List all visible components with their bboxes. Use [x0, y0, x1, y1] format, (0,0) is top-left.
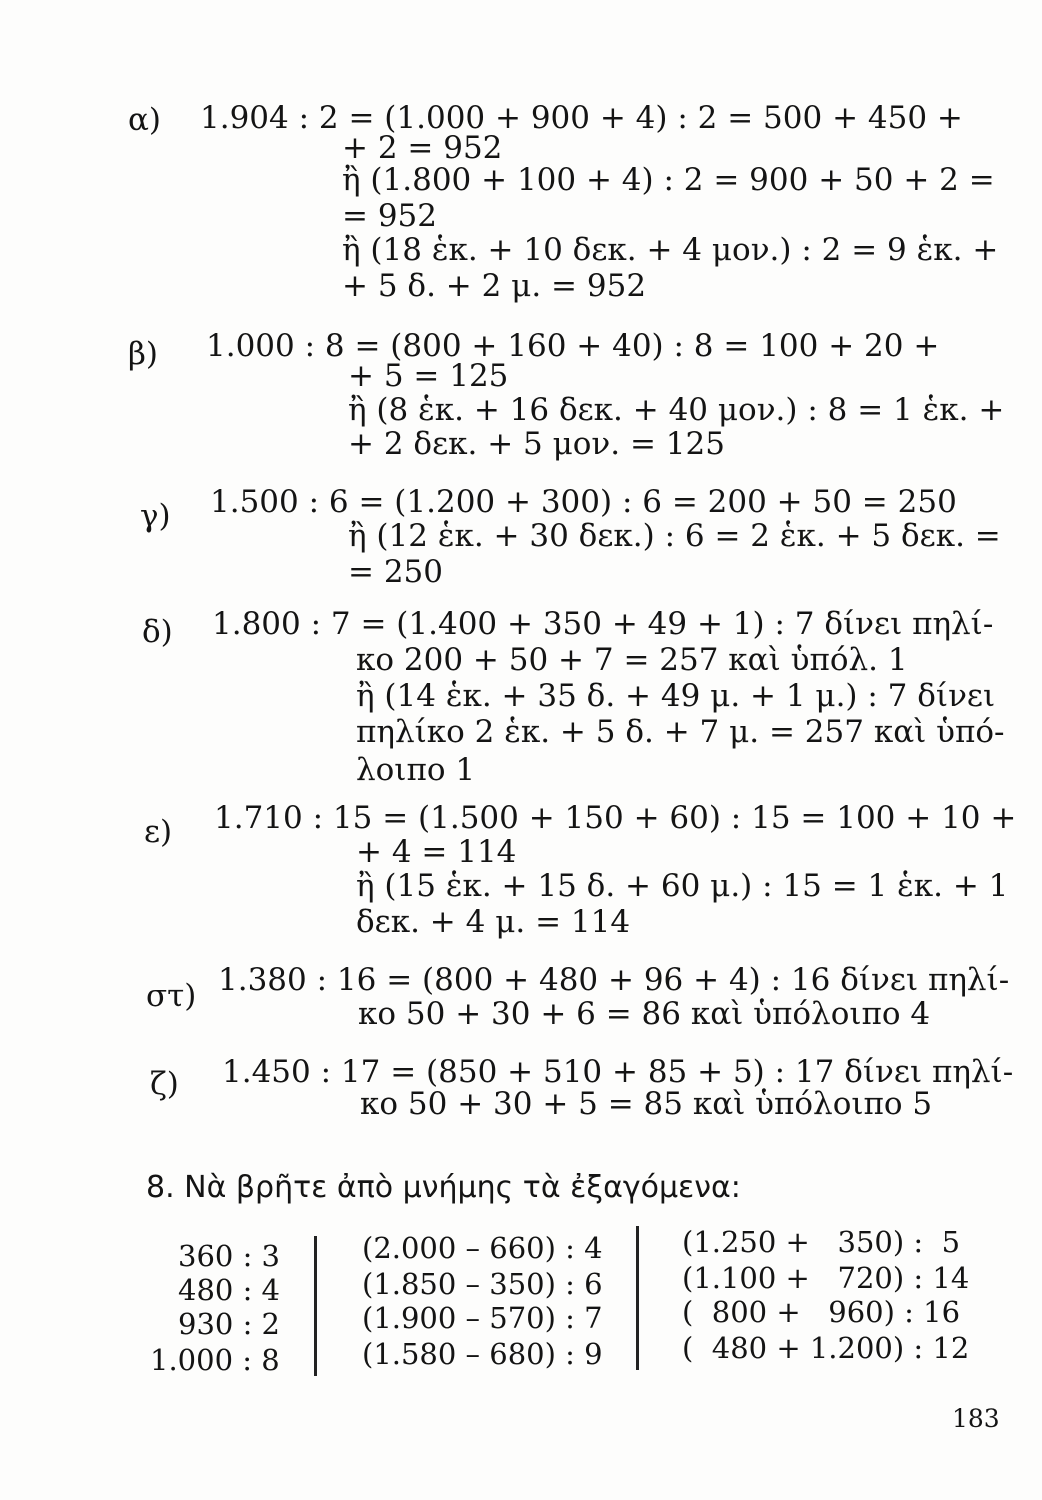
- problem-line: 1.710 : 15 = (1.500 + 150 + 60) : 15 = 100 + 10 +: [214, 800, 1017, 836]
- exercise-item: (1.850 – 350) : 6: [362, 1267, 603, 1301]
- problem-line: + 5 δ. + 2 μ. = 952: [342, 268, 647, 304]
- exercise-item: 360 : 3: [178, 1239, 281, 1273]
- exercise-heading: 8. Νὰ βρῆτε ἀπὸ μνήμης τὰ ἐξαγόμενα:: [146, 1170, 741, 1205]
- problem-line: 1.380 : 16 = (800 + 480 + 96 + 4) : 16 δίνει πηλί-: [218, 962, 1010, 998]
- problem-line: ἢ (1.800 + 100 + 4) : 2 = 900 + 50 + 2 =: [342, 162, 995, 198]
- problem-line: 1.800 : 7 = (1.400 + 350 + 49 + 1) : 7 δίνει πηλί-: [212, 606, 994, 642]
- problem-label: ε): [144, 814, 173, 850]
- problem-line: δεκ. + 4 μ. = 114: [356, 904, 631, 940]
- problem-line: λοιπο 1: [356, 752, 476, 788]
- exercise-item: 480 : 4: [178, 1273, 281, 1307]
- exercise-item: (1.100 + 720) : 14: [682, 1261, 970, 1295]
- column-divider: [636, 1226, 639, 1370]
- problem-line: κο 50 + 30 + 6 = 86 καὶ ὑπόλοιπο 4: [358, 996, 931, 1032]
- exercise-item: 930 : 2: [178, 1307, 281, 1341]
- problem-label: στ): [146, 978, 197, 1014]
- problem-line: ἢ (15 ἑκ. + 15 δ. + 60 μ.) : 15 = 1 ἑκ. + 1: [356, 868, 1009, 904]
- problem-line: = 250: [348, 554, 443, 590]
- problem-line: ἢ (12 ἑκ. + 30 δεκ.) : 6 = 2 ἑκ. + 5 δεκ. =: [348, 518, 1001, 554]
- problem-line: 1.450 : 17 = (850 + 510 + 85 + 5) : 17 δίνει πηλί-: [222, 1054, 1014, 1090]
- problem-line: 1.000 : 8 = (800 + 160 + 40) : 8 = 100 + 20 +: [206, 328, 940, 364]
- problem-line: κο 200 + 50 + 7 = 257 καὶ ὑπόλ. 1: [356, 642, 908, 678]
- problem-line: ἢ (8 ἑκ. + 16 δεκ. + 40 μον.) : 8 = 1 ἑκ. +: [348, 392, 1005, 428]
- problem-label: δ): [142, 614, 173, 650]
- exercise-item: ( 800 + 960) : 16: [682, 1295, 961, 1329]
- problem-label: α): [128, 102, 162, 138]
- problem-line: + 5 = 125: [348, 358, 509, 394]
- exercise-item: (1.580 – 680) : 9: [362, 1337, 603, 1371]
- exercise-item: 1.000 : 8: [150, 1343, 280, 1377]
- problem-line: + 4 = 114: [356, 834, 517, 870]
- page-number: 183: [952, 1404, 1000, 1433]
- problem-line: 1.904 : 2 = (1.000 + 900 + 4) : 2 = 500 + 450 +: [200, 100, 963, 136]
- problem-line: + 2 δεκ. + 5 μον. = 125: [348, 426, 725, 462]
- problem-line: ἢ (14 ἑκ. + 35 δ. + 49 μ. + 1 μ.) : 7 δίνει: [356, 678, 996, 714]
- problem-line: κο 50 + 30 + 5 = 85 καὶ ὑπόλοιπο 5: [360, 1086, 933, 1122]
- problem-label: β): [128, 336, 159, 372]
- problem-line: + 2 = 952: [342, 130, 503, 166]
- exercise-item: (2.000 – 660) : 4: [362, 1231, 603, 1265]
- exercise-item: ( 480 + 1.200) : 12: [682, 1331, 970, 1365]
- problem-label: γ): [140, 498, 171, 534]
- problem-line: = 952: [342, 198, 437, 234]
- problem-line: πηλίκο 2 ἑκ. + 5 δ. + 7 μ. = 257 καὶ ὑπό-: [356, 714, 1005, 750]
- exercise-item: (1.900 – 570) : 7: [362, 1301, 603, 1335]
- problem-line: 1.500 : 6 = (1.200 + 300) : 6 = 200 + 50 = 250: [210, 484, 957, 520]
- exercise-item: (1.250 + 350) : 5: [682, 1225, 961, 1259]
- problem-line: ἢ (18 ἑκ. + 10 δεκ. + 4 μον.) : 2 = 9 ἑκ. +: [342, 232, 999, 268]
- problem-label: ζ): [150, 1066, 179, 1102]
- column-divider: [314, 1236, 317, 1376]
